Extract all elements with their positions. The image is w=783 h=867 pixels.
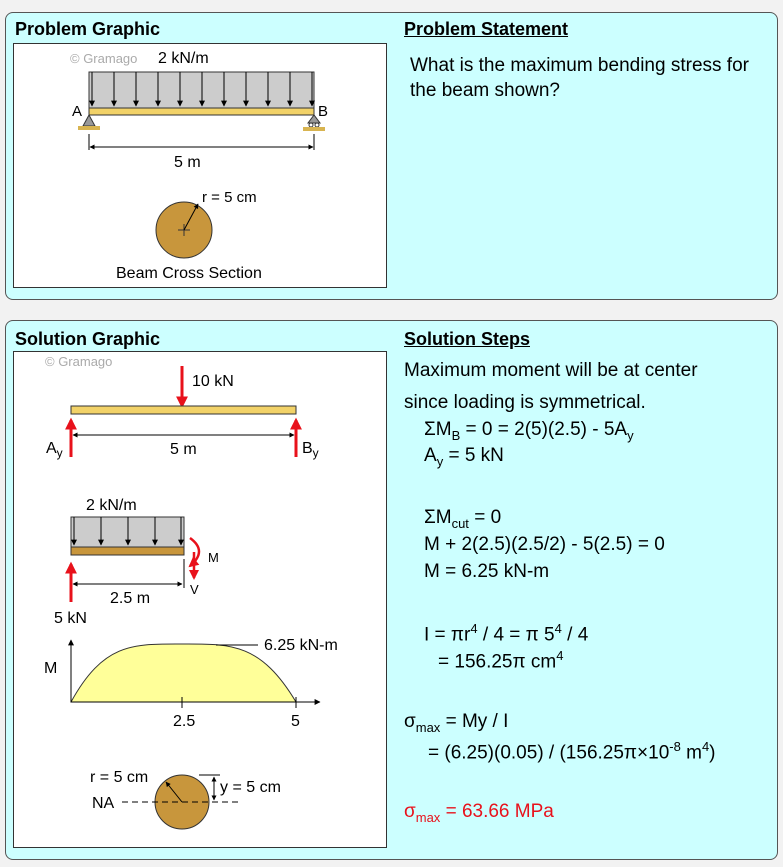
pin-support-a [83, 115, 95, 126]
problem-statement-title: Problem Statement [404, 19, 569, 39]
ground-a [78, 126, 100, 130]
point-load-label: 10 kN [192, 373, 234, 390]
support-a-label: A [72, 103, 83, 120]
moment-curve [71, 644, 296, 702]
solution-steps-title: Solution Steps [404, 329, 530, 349]
ground-b [303, 127, 325, 131]
neutral-axis-label: NA [92, 795, 115, 812]
fbd-beam [71, 406, 296, 414]
intro-line-1: Maximum moment will be at center [404, 360, 698, 381]
beam [89, 108, 314, 115]
cut-reaction-label: 5 kN [54, 610, 87, 627]
equation-ay: $A_y = 5$ kN [424, 445, 504, 469]
section-radius-label: r = 5 cm [90, 769, 149, 786]
solution-graphic-box [13, 351, 387, 848]
equation-inertia-result: = 156.25π $cm^4$ [438, 648, 564, 673]
problem-panel [5, 12, 778, 300]
equation-sum-moments-b: $\Sigma M_B = 0 = 2(5)(2.5) - 5A_y$ [424, 419, 634, 443]
final-answer: $\sigma_{max} = 63.66$ MPa [404, 801, 554, 825]
equation-stress-substitution: = $(6.25)(0.05) / (156.25\pi\times 10^{-8}$ $m^4$) [428, 739, 716, 764]
moment-axis-label: M [44, 660, 58, 677]
cut-beam [71, 547, 184, 555]
solution-diagram [14, 352, 386, 847]
problem-diagram [14, 44, 386, 287]
fbd-span-label: 5 m [170, 441, 197, 458]
equation-stress-formula: $\sigma_{max} = My / I$ [404, 711, 509, 735]
solution-panel [5, 320, 778, 860]
equation-moment-balance: M + 2(2.5)(2.5/2) - 5(2.5) = 0 [424, 534, 665, 555]
support-b-label: B [318, 103, 329, 120]
solution-graphic-title: Solution Graphic [15, 329, 161, 349]
intro-line-2: since loading is symmetrical. [404, 392, 646, 413]
problem-graphic-title: Problem Graphic [15, 19, 161, 39]
radius-label: r = 5 cm [202, 189, 257, 206]
shear-label: V [190, 582, 199, 597]
problem-graphic-box [13, 43, 387, 288]
tick-mid-label: 2.5 [173, 713, 196, 730]
span-label: 5 m [174, 154, 201, 171]
equation-sum-moments-cut: $\Sigma M_{cut} = 0$ [424, 507, 502, 531]
problem-statement-text: What is the maximum bending stress for the beam shown? [410, 55, 749, 101]
watermark-text: © Gramago [70, 51, 138, 66]
y-dimension-label: y = 5 cm [220, 779, 281, 796]
cut-length-label: 2.5 m [110, 590, 151, 607]
distributed-load-label: 2 kN/m [158, 50, 209, 67]
solution-watermark: © Gramago [45, 354, 113, 369]
tick-end-label: 5 [291, 713, 300, 730]
moment-peak-label: 6.25 kN-m [264, 637, 338, 654]
moment-label: M [208, 550, 219, 565]
cross-section-caption: Beam Cross Section [116, 265, 262, 282]
reaction-a-label: $A_y$ [46, 440, 63, 460]
cut-load-label: 2 kN/m [86, 497, 137, 514]
equation-moment-result: M = 6.25 kN-m [424, 561, 550, 582]
reaction-b-label: $B_y$ [302, 440, 319, 460]
equation-moment-of-inertia: $I = \pi r^4 / 4 = \pi$ $5^4 / 4$ [424, 621, 589, 646]
